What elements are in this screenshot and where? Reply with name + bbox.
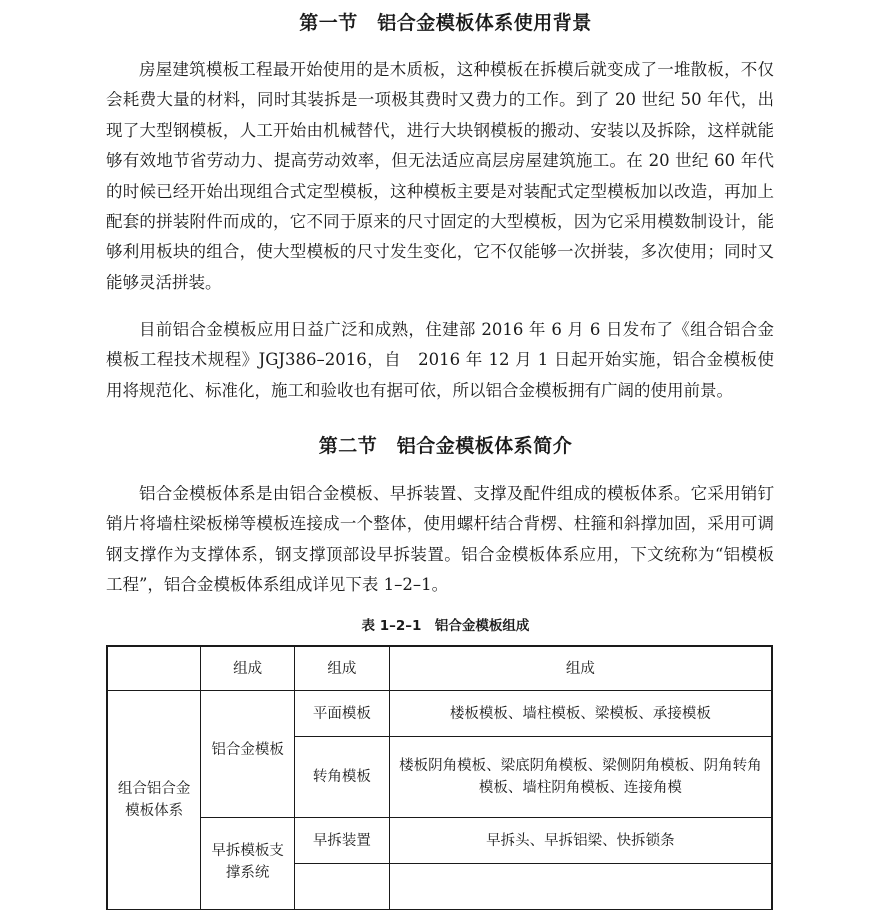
table-header-row bbox=[107, 646, 772, 691]
header-cell-composition-2: 组成 bbox=[295, 646, 390, 691]
table-row bbox=[107, 691, 772, 737]
group-name-cell: 铝合金模板 bbox=[201, 691, 295, 818]
section2-paragraph-1: 铝合金模板体系是由铝合金模板、早拆装置、支撑及配件组成的模板体系。它采用销钉销片将墙柱梁板梯等模板连接成一个整体，使用螺杆结合背楞、柱箍和斜撑加固，采用可调钢支撑作为支撑体系，钢支撑顶部设早拆装置。铝合金模板体系应用，下文统称为“铝模板工程”，铝合金模板体系组成详见下表 1–2–1。 bbox=[106, 484, 774, 595]
section1-paragraph-2: 目前铝合金模板应用日益广泛和成熟，住建部 2016 年 6 月 6 日发布了《组合铝合金模板工程技术规程》JGJ386–2016，自 2016 年 12 月 1 日起开始实施，铝合金模板使用将规范化、标准化，施工和验收也有据可依，所以铝合金模板拥有广阔的使用前景。 bbox=[106, 320, 774, 400]
system-label-cell: 组合铝合金模板体系 bbox=[107, 691, 201, 910]
items-cell bbox=[389, 864, 772, 910]
type-cell: 平面模板 bbox=[295, 691, 390, 737]
section2-title: 第二节 铝合金模板体系简介 bbox=[318, 435, 573, 457]
items-cell: 早拆头、早拆铝梁、快拆锁条 bbox=[389, 818, 772, 864]
type-cell bbox=[295, 864, 390, 910]
table-caption: 表 1–2–1 铝合金模板组成 bbox=[361, 618, 530, 634]
group-name-cell: 早拆模板支撑系统 bbox=[201, 818, 295, 910]
composition-table bbox=[106, 645, 773, 910]
header-cell-empty bbox=[107, 646, 201, 691]
header-cell-composition-3: 组成 bbox=[389, 646, 772, 691]
type-cell: 早拆装置 bbox=[295, 818, 390, 864]
table-row bbox=[107, 818, 772, 864]
items-cell: 楼板阴角模板、梁底阴角模板、梁侧阴角模板、阴角转角模板、墙柱阴角模板、连接角模 bbox=[389, 737, 772, 818]
type-cell: 转角模板 bbox=[295, 737, 390, 818]
header-cell-composition-1: 组成 bbox=[201, 646, 295, 691]
items-cell: 楼板模板、墙柱模板、梁模板、承接模板 bbox=[389, 691, 772, 737]
section1-title: 第一节 铝合金模板体系使用背景 bbox=[299, 12, 592, 34]
section1-paragraph-1: 房屋建筑模板工程最开始使用的是木质板，这种模板在拆模后就变成了一堆散板，不仅会耗费大量的材料，同时其装拆是一项极其费时又费力的工作。到了 20 世纪 50 年代，出现了大型钢模板，人工开始由机械替代，进行大块钢模板的搬动、安装以及拆除，这样就能够有效地节省劳动力、提高劳动效率，但无法适应高层房屋建筑施工。在 20 世纪 60 年代的时候已经开始出现组合式定型模板，这种模板主要是对装配式定型模板加以改造，再加上配套的拼装附件而成的，它不同于原来的尺寸固定的大型模板，因为它采用模数制设计，能够利用板块的组合，使大型模板的尺寸发生变化，它不仅能够一次拼装，多次使用；同时又能够灵活拼装。 bbox=[106, 60, 774, 292]
